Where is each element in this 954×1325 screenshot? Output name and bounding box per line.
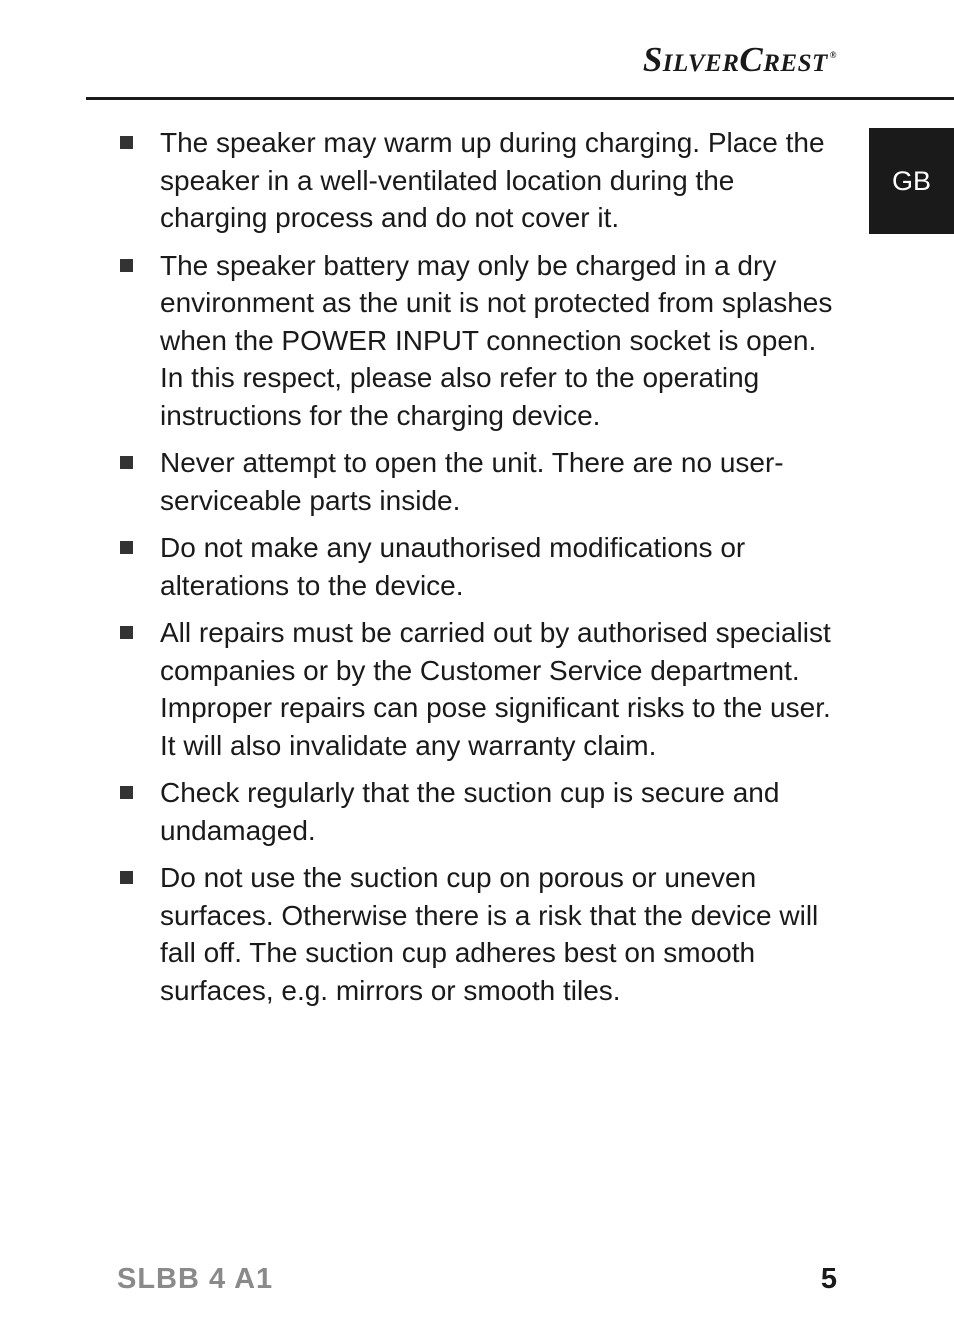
brand-logo <box>643 40 837 80</box>
list-item <box>117 859 845 1009</box>
list-item <box>117 444 845 519</box>
list-item <box>117 614 845 764</box>
bullet-icon <box>117 859 160 896</box>
list-item <box>117 247 845 435</box>
bullet-icon <box>117 529 160 566</box>
list-item-text: Do not use the suction cup on porous or uneven surfaces. Otherwise there is a risk that the device will fall off. The suction cup adheres best on smooth surfaces, e.g. mirrors or smooth tiles. <box>160 862 819 1006</box>
list-item-text: Never attempt to open the unit. There are no user-serviceable parts inside. <box>160 447 784 516</box>
bullet-icon <box>117 774 160 811</box>
list-item <box>117 124 845 237</box>
list-item-text: Do not make any unauthorised modifications or alterations to the device. <box>160 532 746 601</box>
registered-mark: ® <box>829 50 837 60</box>
list-item <box>117 774 845 849</box>
list-item-text: All repairs must be carried out by authorised specialist companies or by the Customer Service department. Improper repairs can pose significant risks to the user. It will also invalidate any warranty claim. <box>160 617 831 761</box>
bullet-icon <box>117 124 160 161</box>
list-item-text: The speaker may warm up during charging. Place the speaker in a well-ventilated location during the charging process and do not cover it. <box>160 127 825 233</box>
list-item-text: The speaker battery may only be charged in a dry environment as the unit is not protected from splashes when the POWER INPUT connection socket is open. In this respect, please also refer to the operating instructions for the charging device. <box>160 249 833 431</box>
model-number: SLBB 4 A1 <box>117 1263 274 1295</box>
bullet-icon <box>117 444 160 481</box>
list-item <box>117 529 845 604</box>
page-number: 5 <box>820 1263 837 1295</box>
brand-name: SilverCrest <box>642 40 828 79</box>
bullet-icon <box>117 614 160 651</box>
language-tab: GB <box>869 128 954 234</box>
list-item-text: Check regularly that the suction cup is secure and undamaged. <box>160 777 780 846</box>
bullet-icon <box>117 247 160 284</box>
safety-instructions-list <box>117 124 845 1019</box>
header-divider <box>86 97 954 100</box>
